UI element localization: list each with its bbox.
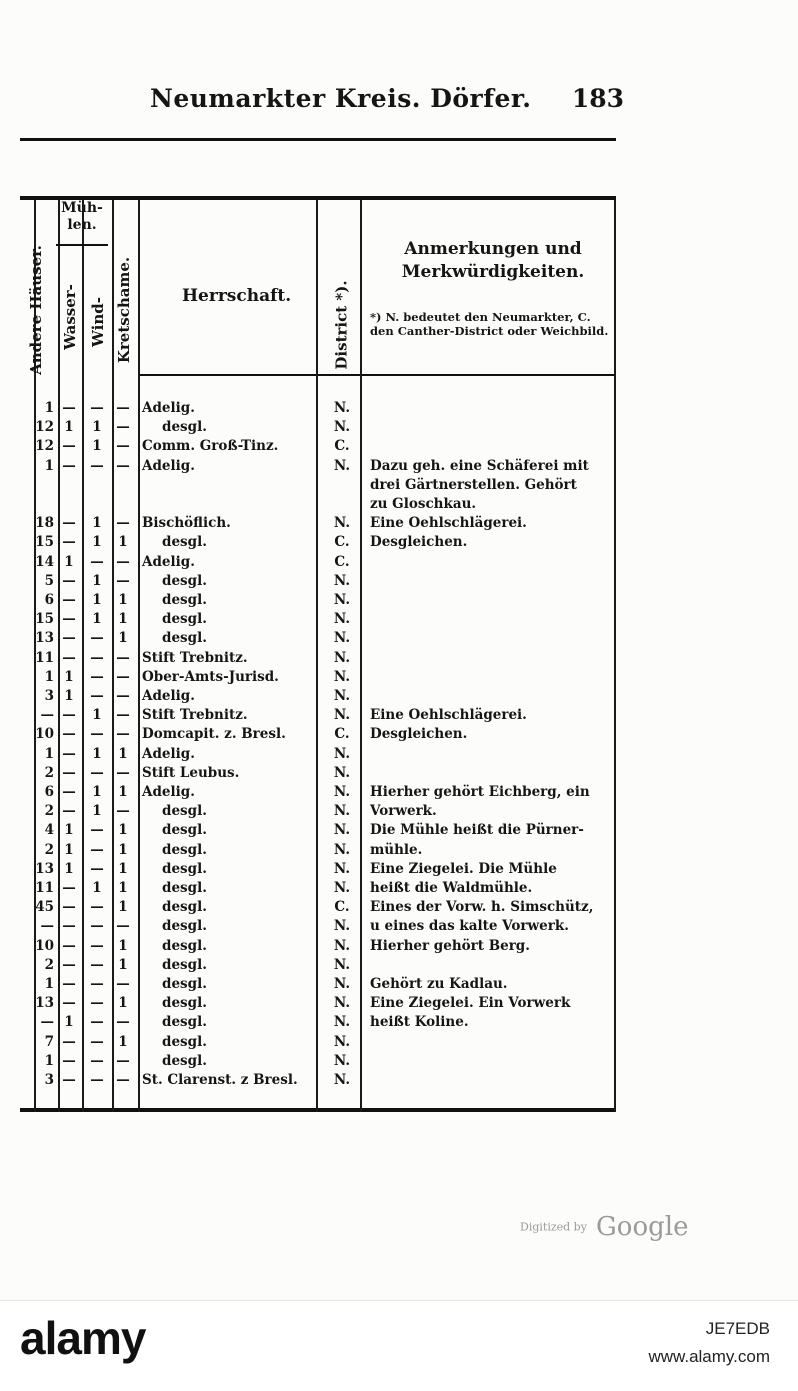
cell-kretschame: 1: [118, 938, 128, 954]
cell-anmerkung: mühle.: [370, 842, 423, 858]
cell-district: N.: [333, 957, 351, 973]
cell-herrschaft: desgl.: [162, 534, 207, 550]
cell-windmuhlen: —: [90, 1053, 104, 1069]
cell-andere-hauser: 1: [44, 1053, 54, 1069]
cell-district: N.: [333, 880, 351, 896]
table-row: [0, 1014, 798, 1033]
cell-district: N.: [333, 976, 351, 992]
cell-herrschaft: Stift Trebnitz.: [142, 707, 248, 723]
cell-andere-hauser: 1: [44, 746, 54, 762]
cell-kretschame: 1: [118, 630, 128, 646]
cell-district: N.: [333, 938, 351, 954]
cell-wassermuhlen: —: [62, 1072, 76, 1088]
col-header-kretschame: Kretschame.: [115, 256, 134, 364]
cell-windmuhlen: —: [90, 630, 104, 646]
cell-anmerkung: Die Mühle heißt die Pürner-: [370, 822, 584, 838]
cell-kretschame: 1: [118, 899, 128, 915]
cell-wassermuhlen: —: [62, 803, 76, 819]
cell-district: N.: [333, 688, 351, 704]
cell-anmerkung: Gehört zu Kadlau.: [370, 976, 508, 992]
cell-anmerkung: heißt Koline.: [370, 1014, 469, 1030]
page-number: 183: [571, 84, 624, 113]
cell-andere-hauser: 3: [44, 688, 54, 704]
cell-anmerkung: Eine Oehlschlägerei.: [370, 707, 527, 723]
cell-kretschame: 1: [118, 592, 128, 608]
cell-andere-hauser: —: [40, 707, 54, 723]
cell-windmuhlen: —: [90, 400, 104, 416]
table-row: [0, 669, 798, 688]
cell-wassermuhlen: —: [62, 918, 76, 934]
cell-windmuhlen: —: [90, 861, 104, 877]
cell-herrschaft: desgl.: [162, 842, 207, 858]
cell-windmuhlen: 1: [92, 592, 102, 608]
alamy-footer: [0, 1300, 798, 1391]
cell-district: N.: [333, 995, 351, 1011]
cell-anmerkung: zu Gloschkau.: [370, 496, 477, 512]
cell-windmuhlen: —: [90, 899, 104, 915]
table-bottom-rule: [20, 1108, 616, 1112]
cell-kretschame: —: [116, 1053, 130, 1069]
cell-wassermuhlen: —: [62, 630, 76, 646]
cell-andere-hauser: 45: [35, 899, 54, 915]
cell-district: N.: [333, 650, 351, 666]
cell-kretschame: —: [116, 400, 130, 416]
cell-windmuhlen: —: [90, 918, 104, 934]
cell-kretschame: 1: [118, 957, 128, 973]
cell-andere-hauser: 6: [44, 592, 54, 608]
cell-andere-hauser: 14: [35, 554, 54, 570]
cell-wassermuhlen: —: [62, 592, 76, 608]
cell-kretschame: —: [116, 438, 130, 454]
col-header-wind: Wind-: [89, 297, 107, 347]
cell-herrschaft: desgl.: [162, 419, 207, 435]
cell-wassermuhlen: —: [62, 899, 76, 915]
cell-district: N.: [333, 419, 351, 435]
cell-wassermuhlen: 1: [64, 861, 74, 877]
table-row: [0, 861, 798, 880]
table-row: [0, 573, 798, 592]
cell-herrschaft: Ober-Amts-Jurisd.: [142, 669, 279, 685]
cell-kretschame: —: [116, 419, 130, 435]
site-url: www.alamy.com: [648, 1347, 770, 1366]
cell-andere-hauser: 6: [44, 784, 54, 800]
cell-andere-hauser: 4: [44, 822, 54, 838]
cell-andere-hauser: 1: [44, 458, 54, 474]
cell-windmuhlen: —: [90, 995, 104, 1011]
cell-andere-hauser: 12: [35, 438, 54, 454]
cell-anmerkung: Desgleichen.: [370, 534, 468, 550]
col-header-herrschaft: Herrschaft.: [182, 286, 292, 306]
cell-anmerkung: Vorwerk.: [370, 803, 437, 819]
cell-kretschame: 1: [118, 842, 128, 858]
cell-herrschaft: desgl.: [162, 976, 207, 992]
table-row: [0, 918, 798, 937]
cell-herrschaft: Stift Trebnitz.: [142, 650, 248, 666]
table-row: [0, 1034, 798, 1053]
cell-anmerkung: Hierher gehört Eichberg, ein: [370, 784, 590, 800]
cell-andere-hauser: 10: [35, 726, 54, 742]
cell-wassermuhlen: —: [62, 1053, 76, 1069]
cell-andere-hauser: —: [40, 918, 54, 934]
cell-kretschame: —: [116, 976, 130, 992]
cell-wassermuhlen: 1: [64, 842, 74, 858]
cell-district: C.: [334, 438, 350, 454]
cell-anmerkung: heißt die Waldmühle.: [370, 880, 533, 896]
cell-herrschaft: Comm. Groß-Tinz.: [142, 438, 279, 454]
cell-windmuhlen: —: [90, 765, 104, 781]
cell-kretschame: —: [116, 803, 130, 819]
cell-district: C.: [334, 534, 350, 550]
cell-district: N.: [333, 515, 351, 531]
table-row: [0, 899, 798, 918]
cell-andere-hauser: 13: [35, 630, 54, 646]
cell-kretschame: —: [116, 918, 130, 934]
cell-kretschame: —: [116, 515, 130, 531]
cell-kretschame: —: [116, 1014, 130, 1030]
cell-andere-hauser: 13: [35, 861, 54, 877]
cell-wassermuhlen: 1: [64, 419, 74, 435]
cell-district: N.: [333, 1014, 351, 1030]
table-row: [0, 496, 798, 515]
table-row: [0, 650, 798, 669]
cell-kretschame: 1: [118, 534, 128, 550]
cell-windmuhlen: —: [90, 650, 104, 666]
cell-kretschame: —: [116, 1072, 130, 1088]
table-row: [0, 477, 798, 496]
cell-herrschaft: desgl.: [162, 957, 207, 973]
table-row: [0, 842, 798, 861]
cell-windmuhlen: —: [90, 458, 104, 474]
cell-windmuhlen: 1: [92, 534, 102, 550]
cell-anmerkung: drei Gärtnerstellen. Gehört: [370, 477, 577, 493]
cell-windmuhlen: 1: [92, 707, 102, 723]
cell-windmuhlen: —: [90, 554, 104, 570]
cell-kretschame: —: [116, 765, 130, 781]
cell-andere-hauser: 2: [44, 765, 54, 781]
header-underline: [140, 374, 616, 376]
cell-district: N.: [333, 822, 351, 838]
cell-herrschaft: Adelig.: [142, 746, 195, 762]
cell-windmuhlen: —: [90, 822, 104, 838]
cell-wassermuhlen: —: [62, 707, 76, 723]
cell-andere-hauser: 7: [44, 1034, 54, 1050]
cell-wassermuhlen: —: [62, 458, 76, 474]
cell-wassermuhlen: —: [62, 534, 76, 550]
table-row: [0, 458, 798, 477]
cell-windmuhlen: 1: [92, 803, 102, 819]
cell-wassermuhlen: —: [62, 746, 76, 762]
cell-wassermuhlen: —: [62, 1034, 76, 1050]
cell-kretschame: 1: [118, 746, 128, 762]
cell-herrschaft: Stift Leubus.: [142, 765, 240, 781]
cell-kretschame: 1: [118, 861, 128, 877]
cell-district: N.: [333, 803, 351, 819]
cell-windmuhlen: —: [90, 957, 104, 973]
image-code: JE7EDB: [705, 1319, 770, 1338]
cell-wassermuhlen: 1: [64, 822, 74, 838]
cell-kretschame: —: [116, 707, 130, 723]
cell-herrschaft: desgl.: [162, 861, 207, 877]
cell-anmerkung: Dazu geh. eine Schäferei mit: [370, 458, 589, 474]
cell-herrschaft: desgl.: [162, 611, 207, 627]
table-row: [0, 611, 798, 630]
table-row: [0, 822, 798, 841]
cell-andere-hauser: 1: [44, 976, 54, 992]
cell-district: N.: [333, 746, 351, 762]
cell-district: N.: [333, 611, 351, 627]
cell-kretschame: 1: [118, 611, 128, 627]
table-row: [0, 1053, 798, 1072]
cell-wassermuhlen: —: [62, 976, 76, 992]
cell-district: N.: [333, 669, 351, 685]
cell-district: N.: [333, 630, 351, 646]
table-row: [0, 803, 798, 822]
cell-herrschaft: Adelig.: [142, 400, 195, 416]
cell-herrschaft: desgl.: [162, 899, 207, 915]
alamy-logo: alamy: [20, 1312, 146, 1364]
cell-herrschaft: desgl.: [162, 822, 207, 838]
cell-wassermuhlen: —: [62, 784, 76, 800]
table-row: [0, 592, 798, 611]
cell-andere-hauser: 10: [35, 938, 54, 954]
cell-district: N.: [333, 842, 351, 858]
table-row: [0, 976, 798, 995]
col-header-andere-hauser: Andere Häuser.: [27, 245, 45, 375]
col-header-wasser: Wasser-: [61, 284, 80, 350]
cell-andere-hauser: 15: [35, 611, 54, 627]
cell-andere-hauser: —: [40, 1014, 54, 1030]
cell-windmuhlen: —: [90, 669, 104, 685]
cell-andere-hauser: 1: [44, 400, 54, 416]
table-row: [0, 419, 798, 438]
cell-herrschaft: desgl.: [162, 803, 207, 819]
cell-anmerkung: Eine Ziegelei. Ein Vorwerk: [370, 995, 571, 1011]
cell-andere-hauser: 13: [35, 995, 54, 1011]
cell-windmuhlen: 1: [92, 515, 102, 531]
table-row: [0, 515, 798, 534]
cell-district: C.: [334, 726, 350, 742]
cell-windmuhlen: —: [90, 1034, 104, 1050]
cell-kretschame: 1: [118, 784, 128, 800]
table-row: [0, 400, 798, 419]
cell-district: N.: [333, 765, 351, 781]
cell-wassermuhlen: —: [62, 573, 76, 589]
cell-district: N.: [333, 400, 351, 416]
cell-kretschame: —: [116, 669, 130, 685]
cell-andere-hauser: 2: [44, 842, 54, 858]
cell-wassermuhlen: —: [62, 515, 76, 531]
table-row: [0, 784, 798, 803]
cell-wassermuhlen: 1: [64, 688, 74, 704]
cell-anmerkung: Eines der Vorw. h. Simschütz,: [370, 899, 594, 915]
cell-wassermuhlen: —: [62, 726, 76, 742]
cell-anmerkung: Eine Oehlschlägerei.: [370, 515, 527, 531]
cell-wassermuhlen: —: [62, 438, 76, 454]
cell-district: C.: [334, 899, 350, 915]
table-row: [0, 957, 798, 976]
table-row: [0, 688, 798, 707]
table-row: [0, 554, 798, 573]
cell-district: C.: [334, 554, 350, 570]
cell-anmerkung: Eine Ziegelei. Die Mühle: [370, 861, 557, 877]
cell-wassermuhlen: —: [62, 880, 76, 896]
cell-windmuhlen: 1: [92, 419, 102, 435]
cell-kretschame: 1: [118, 822, 128, 838]
cell-anmerkung: Hierher gehört Berg.: [370, 938, 530, 954]
cell-windmuhlen: 1: [92, 784, 102, 800]
cell-district: N.: [333, 707, 351, 723]
cell-district: N.: [333, 1053, 351, 1069]
cell-herrschaft: St. Clarenst. z Bresl.: [142, 1072, 298, 1088]
cell-andere-hauser: 12: [35, 419, 54, 435]
table-row: [0, 765, 798, 784]
cell-herrschaft: Adelig.: [142, 688, 195, 704]
cell-wassermuhlen: —: [62, 957, 76, 973]
district-footnote: *) N. bedeutet den Neumarkter, C. den Canther-District oder Weichbild.: [370, 310, 609, 338]
cell-herrschaft: desgl.: [162, 573, 207, 589]
cell-windmuhlen: 1: [92, 880, 102, 896]
cell-anmerkung: u eines das kalte Vorwerk.: [370, 918, 569, 934]
cell-andere-hauser: 1: [44, 669, 54, 685]
table-top-rule: [20, 138, 616, 141]
table-row: [0, 707, 798, 726]
cell-windmuhlen: —: [90, 842, 104, 858]
cell-herrschaft: desgl.: [162, 995, 207, 1011]
cell-windmuhlen: —: [90, 688, 104, 704]
table-row: [0, 880, 798, 899]
col-header-muhlen: Müh- len.: [54, 200, 110, 234]
cell-kretschame: —: [116, 573, 130, 589]
cell-andere-hauser: 2: [44, 803, 54, 819]
table-row: [0, 534, 798, 553]
cell-herrschaft: Adelig.: [142, 458, 195, 474]
cell-kretschame: —: [116, 726, 130, 742]
cell-andere-hauser: 18: [35, 515, 54, 531]
table-row: [0, 630, 798, 649]
cell-windmuhlen: 1: [92, 746, 102, 762]
table-row: [0, 726, 798, 745]
cell-wassermuhlen: 1: [64, 1014, 74, 1030]
cell-wassermuhlen: —: [62, 650, 76, 666]
cell-district: N.: [333, 458, 351, 474]
cell-windmuhlen: —: [90, 1014, 104, 1030]
cell-andere-hauser: 15: [35, 534, 54, 550]
cell-wassermuhlen: —: [62, 938, 76, 954]
col-header-district: District *).: [333, 280, 352, 370]
cell-herrschaft: Adelig.: [142, 784, 195, 800]
cell-herrschaft: desgl.: [162, 1053, 207, 1069]
cell-kretschame: 1: [118, 880, 128, 896]
cell-windmuhlen: —: [90, 1072, 104, 1088]
table-row: [0, 995, 798, 1014]
cell-district: N.: [333, 592, 351, 608]
cell-windmuhlen: —: [90, 938, 104, 954]
table-row: [0, 938, 798, 957]
cell-windmuhlen: 1: [92, 573, 102, 589]
cell-andere-hauser: 11: [35, 650, 54, 666]
page-title: Neumarkter Kreis. Dörfer.: [150, 84, 532, 113]
cell-herrschaft: Adelig.: [142, 554, 195, 570]
cell-herrschaft: desgl.: [162, 918, 207, 934]
cell-anmerkung: Desgleichen.: [370, 726, 468, 742]
cell-kretschame: 1: [118, 995, 128, 1011]
cell-herrschaft: desgl.: [162, 880, 207, 896]
cell-wassermuhlen: 1: [64, 669, 74, 685]
cell-district: N.: [333, 573, 351, 589]
cell-kretschame: —: [116, 554, 130, 570]
cell-wassermuhlen: 1: [64, 554, 74, 570]
cell-andere-hauser: 3: [44, 1072, 54, 1088]
table-row: [0, 746, 798, 765]
cell-district: N.: [333, 918, 351, 934]
cell-district: N.: [333, 1072, 351, 1088]
cell-herrschaft: desgl.: [162, 592, 207, 608]
cell-herrschaft: desgl.: [162, 630, 207, 646]
cell-windmuhlen: 1: [92, 611, 102, 627]
cell-andere-hauser: 2: [44, 957, 54, 973]
table-row: [0, 1072, 798, 1091]
cell-andere-hauser: 5: [44, 573, 54, 589]
cell-herrschaft: desgl.: [162, 1034, 207, 1050]
page-header: [150, 84, 630, 124]
cell-windmuhlen: —: [90, 726, 104, 742]
cell-kretschame: —: [116, 688, 130, 704]
cell-windmuhlen: 1: [92, 438, 102, 454]
cell-herrschaft: desgl.: [162, 938, 207, 954]
cell-district: N.: [333, 784, 351, 800]
google-watermark: Digitized by Google: [520, 1212, 689, 1242]
cell-wassermuhlen: —: [62, 611, 76, 627]
cell-kretschame: —: [116, 650, 130, 666]
cell-district: N.: [333, 1034, 351, 1050]
cell-wassermuhlen: —: [62, 995, 76, 1011]
table-row: [0, 438, 798, 457]
cell-andere-hauser: 11: [35, 880, 54, 896]
col-header-anmerkungen: Anmerkungen und Merkwürdigkeiten.: [401, 239, 585, 282]
cell-district: N.: [333, 861, 351, 877]
cell-herrschaft: desgl.: [162, 1014, 207, 1030]
cell-kretschame: 1: [118, 1034, 128, 1050]
cell-herrschaft: Bischöflich.: [142, 515, 231, 531]
cell-kretschame: —: [116, 458, 130, 474]
cell-wassermuhlen: —: [62, 400, 76, 416]
cell-wassermuhlen: —: [62, 765, 76, 781]
cell-windmuhlen: —: [90, 976, 104, 992]
cell-herrschaft: Domcapit. z. Bresl.: [142, 726, 286, 742]
